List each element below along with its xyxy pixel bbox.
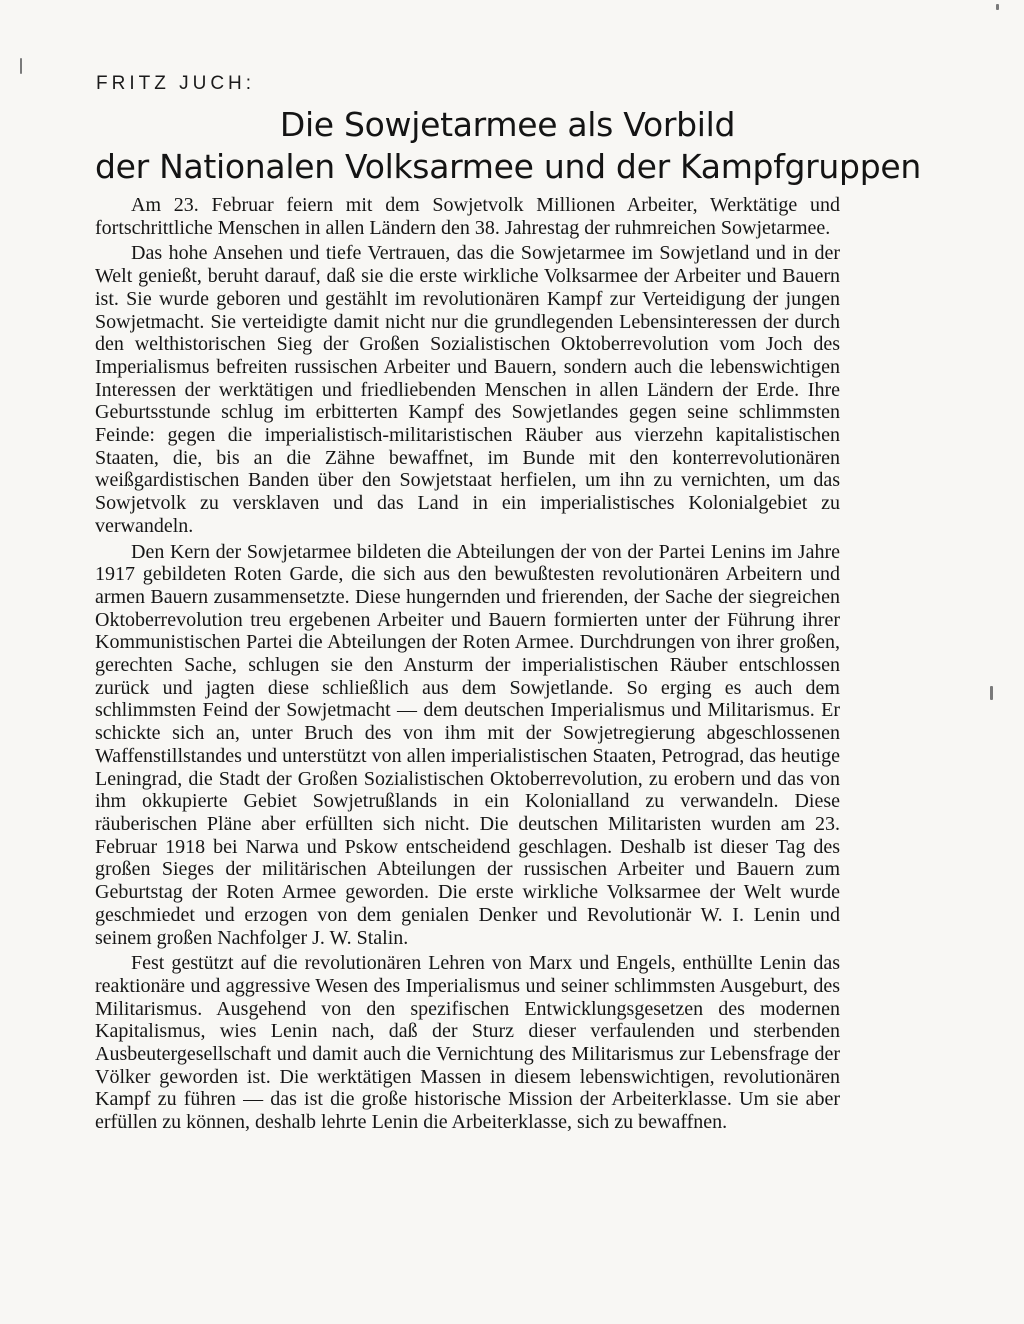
title-line-1: Die Sowjetarmee als Vorbild — [279, 105, 736, 144]
author-name: FRITZ JUCH: — [96, 73, 256, 94]
paragraph-3: Den Kern der Sowjetarmee bildeten die Abteilungen der von der Partei Lenins im Jahre 1917 gebildeten Roten Garde, die sich aus den bewußtesten revolutionären Arbeitern und armen Bauern zusammensetzte. Diese hungernden und frierenden, der Sache der siegreichen Oktoberrevolution treu ergebenen Arbeiter und Bauern formierten unter der Führung ihrer Kommunistischen Partei die Abteilungen der Roten Armee. Durchdrungen von ihrer großen, gerechten Sache, schlugen sie den Ansturm der imperialistischen Räuber entschlossen zurück und jagten diese schließlich aus dem Sowjetlande. So erging es auch dem schlimmsten Feind der Sowjetmacht — dem deutschen Imperialismus und Militarismus. Er schickte sich an, unter Bruch des von ihm mit der Sowjetregierung abgeschlossenen Waffenstillstandes und unterstützt von allen imperialistischen Staaten, Petrograd, das heutige Leningrad, die Stadt der Großen Sozialistischen Oktoberrevolution, zu erobern und das von ihm okkupierte Gebiet Sowjetrußlands in ein Kolonialland zu verwandeln. Diese räuberischen Pläne aber erfüllten sich nicht. Die deutschen Militaristen wurden am 23. Februar 1918 bei Narwa und Pskow entscheidend geschlagen. Deshalb ist dieser Tag des großen Sieges der militärischen Abteilungen der russischen Arbeiter und Bauern zum Geburtstag der Roten Armee geworden. Die erste wirkliche Volksarmee der Welt wurde geschmiedet und erzogen von dem genialen Denker und Revolutionär W. I. Lenin und seinem großen Nachfolger J. W. Stalin. — [95, 540, 840, 949]
title-line-2: der Nationalen Volksarmee und der Kampfgruppen — [95, 147, 921, 186]
article-body — [95, 194, 840, 1137]
paragraph-1: Am 23. Februar feiern mit dem Sowjetvolk Millionen Arbeiter, Werktätige und fortschrittliche Menschen in allen Ländern den 38. Jahrestag der ruhmreichen Sowjetarmee. — [95, 194, 840, 239]
paragraph-4: Fest gestützt auf die revolutionären Lehren von Marx und Engels, enthüllte Lenin das reaktionäre und aggressive Wesen des Imperialismus und seiner schlimmsten Ausgeburt, des Militarismus. Ausgehend von den spezifischen Entwicklungsgesetzen des modernen Kapitalismus, wies Lenin nach, daß der Sturz dieser verfaulenden und sterbenden Ausbeutergesellschaft und damit auch die Vernichtung des Militarismus zur Lebensfrage der Völker geworden ist. Die werktätigen Massen in diesem lebenswichtigen, revolutionären Kampf zu führen — das ist die große historische Mission der Arbeiterklasse. Um sie aber erfüllen zu können, deshalb lehrte Lenin die Arbeiterklasse, sich zu bewaffnen. — [95, 952, 840, 1134]
scan-speck — [990, 686, 993, 700]
scan-speck — [20, 58, 22, 74]
scan-speck — [996, 4, 999, 10]
paragraph-2: Das hohe Ansehen und tiefe Vertrauen, das die Sowjetarmee im Sowjetland und in der Welt genießt, beruht darauf, daß sie die erste wirkliche Volksarmee der Arbeiter und Bauern ist. Sie wurde geboren und gestählt im revolutionären Kampf zur Verteidigung der jungen Sowjetmacht. Sie verteidigte damit nicht nur die grundlegenden Lebensinteressen der durch den welthistorischen Sieg der Großen Sozialistischen Oktoberrevolution vom Joch des Imperialismus befreiten russischen Arbeiter und Bauern, sondern auch die lebenswichtigen Interessen der werktätigen und friedliebenden Menschen in allen Ländern der Erde. Ihre Geburtsstunde schlug im erbitterten Kampf des Sowjetlandes gegen seine schlimmsten Feinde: gegen die imperialistisch-militaristischen Räuber aus vierzehn kapitalistischen Staaten, die, bis an die Zähne bewaffnet, im Bunde mit den konterrevolutionären weißgardistischen Banden über den Sowjetstaat herfielen, um ihn zu vernichten, um das Sowjetvolk zu versklaven und das Land in ein imperialistisches Kolonialgebiet zu verwandeln. — [95, 242, 840, 537]
article-title — [95, 104, 920, 188]
